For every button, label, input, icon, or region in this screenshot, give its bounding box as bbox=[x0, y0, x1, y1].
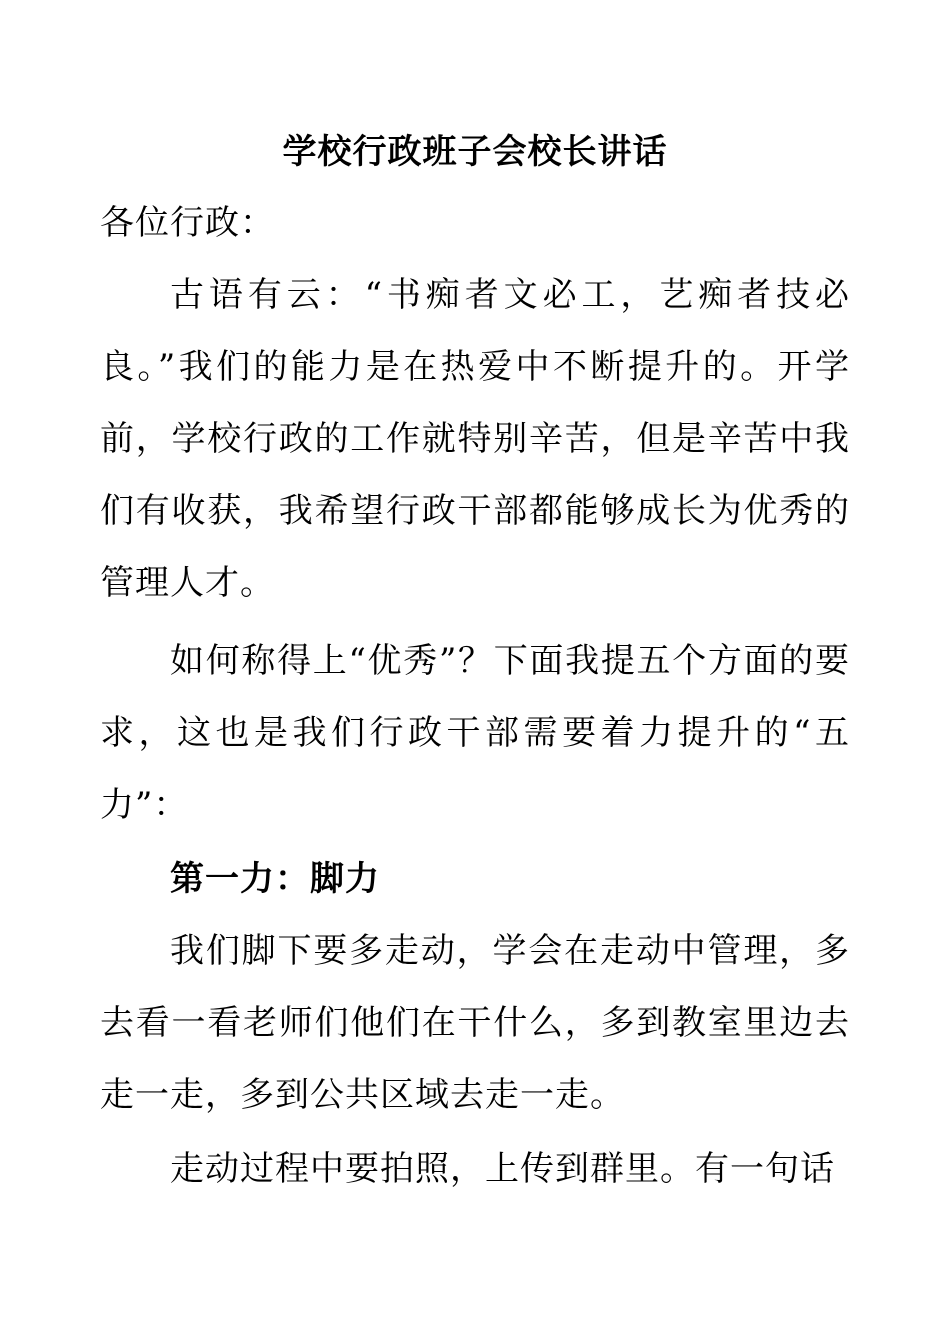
paragraph-intro: 古语有云：“书痴者文必工，艺痴者技必良。”我们的能力是在热爱中不断提升的。开学前，学校行政的工作就特别辛苦，但是辛苦中我们有收获，我希望行政干部都能够成长为优秀的管理人才。 bbox=[100, 275, 850, 603]
section-heading-first-power: 第一力：脚力 bbox=[170, 859, 380, 899]
paragraph-walking: 我们脚下要多走动，学会在走动中管理，多去看一看老师们他们在干什么，多到教室里边去走一走，多到公共区域去走一走。 bbox=[100, 931, 850, 1115]
paragraph-photos: 走动过程中要拍照，上传到群里。有一句话 bbox=[170, 1149, 835, 1189]
paragraph-question: 如何称得上“优秀”？下面我提五个方面的要求，这也是我们行政干部需要着力提升的“五力”： bbox=[100, 641, 850, 825]
salutation: 各位行政： bbox=[100, 203, 275, 243]
document-title: 学校行政班子会校长讲话 bbox=[282, 132, 668, 172]
